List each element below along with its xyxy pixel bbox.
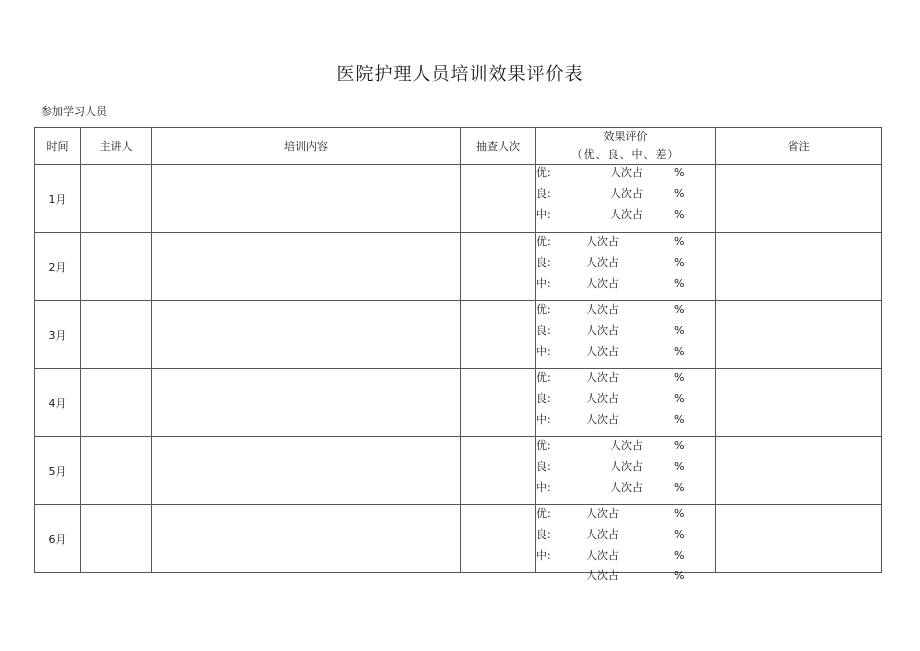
grade-label: 中: xyxy=(536,481,551,494)
grade-label: 中: xyxy=(536,549,551,562)
content-cell xyxy=(152,505,461,573)
grade-line-medium xyxy=(536,207,714,223)
table-row xyxy=(35,233,882,301)
ratio-label: 人次占 xyxy=(586,528,619,541)
ratio-label: 人次占 xyxy=(610,208,643,221)
ratio-label: 人次占 xyxy=(586,549,619,562)
grade-label: 优: xyxy=(536,303,551,316)
evaluation-cell xyxy=(536,301,716,369)
ratio-label: 人次占 xyxy=(586,345,619,358)
evaluation-cell xyxy=(536,505,716,582)
grade-line-medium xyxy=(536,276,714,292)
percent-sign: % xyxy=(674,345,685,358)
ratio-label: 人次占 xyxy=(586,277,619,290)
percent-sign: % xyxy=(674,371,685,384)
ratio-label: 人次占 xyxy=(586,235,619,248)
grade-line-good xyxy=(536,255,714,271)
lecturer-cell xyxy=(81,369,152,437)
evaluation-cell xyxy=(536,233,716,301)
grade-label: 良: xyxy=(536,528,551,541)
percent-sign: % xyxy=(674,481,685,494)
grade-line-good xyxy=(536,459,714,475)
table-row xyxy=(35,505,882,573)
header-evaluation xyxy=(536,128,716,165)
table-row xyxy=(35,437,882,505)
content-cell xyxy=(152,437,461,505)
ratio-label: 人次占 xyxy=(586,303,619,316)
evaluation-cell xyxy=(536,437,716,505)
percent-sign: % xyxy=(674,277,685,290)
participants-label: 参加学习人员 xyxy=(41,105,107,118)
table-row xyxy=(35,301,882,369)
ratio-label: 人次占 xyxy=(586,413,619,426)
content-cell xyxy=(152,165,461,233)
lecturer-cell xyxy=(81,301,152,369)
content-cell xyxy=(152,233,461,301)
remarks-cell xyxy=(716,233,882,301)
spot-check-cell xyxy=(461,233,536,301)
remarks-cell xyxy=(716,369,882,437)
grade-label: 中: xyxy=(536,345,551,358)
percent-sign: % xyxy=(674,208,685,221)
spot-check-cell xyxy=(461,505,536,573)
evaluation-table xyxy=(34,127,882,582)
percent-sign: % xyxy=(674,187,685,200)
header-row xyxy=(35,128,882,165)
ratio-label: 人次占 xyxy=(610,439,643,452)
table-row xyxy=(35,165,882,233)
month-cell: 5月 xyxy=(35,437,81,505)
grade-label: 优: xyxy=(536,439,551,452)
ratio-label: 人次占 xyxy=(610,460,643,473)
header-evaluation-grades: （优、良、中、差） xyxy=(571,148,680,161)
evaluation-cell xyxy=(536,369,716,437)
header-remarks: 省注 xyxy=(716,128,882,165)
header-spot-check: 抽查人次 xyxy=(461,128,536,165)
grade-line-good xyxy=(536,527,714,543)
percent-sign: % xyxy=(674,166,685,179)
ratio-label: 人次占 xyxy=(610,481,643,494)
month-cell: 4月 xyxy=(35,369,81,437)
ratio-label: 人次占 xyxy=(586,371,619,384)
percent-sign: % xyxy=(674,460,685,473)
grade-label: 良: xyxy=(536,392,551,405)
month-cell: 3月 xyxy=(35,301,81,369)
percent-sign: % xyxy=(674,549,685,562)
month-cell: 6月 xyxy=(35,505,81,573)
grade-line-good xyxy=(536,323,714,339)
remarks-cell xyxy=(716,505,882,573)
content-cell xyxy=(152,369,461,437)
grade-line-excellent xyxy=(536,302,714,318)
lecturer-cell xyxy=(81,165,152,233)
percent-sign: % xyxy=(674,256,685,269)
evaluation-cell xyxy=(536,165,716,233)
grade-line-medium xyxy=(536,412,714,428)
percent-sign: % xyxy=(674,324,685,337)
grade-label: 良: xyxy=(536,460,551,473)
ratio-label: 人次占 xyxy=(586,392,619,405)
percent-sign: % xyxy=(674,413,685,426)
ratio-label: 人次占 xyxy=(586,256,619,269)
grade-label: 优: xyxy=(536,371,551,384)
grade-line-excellent xyxy=(536,370,714,386)
percent-sign: % xyxy=(674,569,685,582)
grade-line-excellent xyxy=(536,234,714,250)
month-cell: 2月 xyxy=(35,233,81,301)
spot-check-cell xyxy=(461,165,536,233)
ratio-label: 人次占 xyxy=(586,569,619,582)
page-title: 医院护理人员培训效果评价表 xyxy=(336,64,584,85)
grade-line-excellent xyxy=(536,165,714,181)
ratio-label: 人次占 xyxy=(610,166,643,179)
percent-sign: % xyxy=(674,235,685,248)
grade-label: 优: xyxy=(536,507,551,520)
grade-label: 中: xyxy=(536,413,551,426)
percent-sign: % xyxy=(674,507,685,520)
grade-label: 中: xyxy=(536,208,551,221)
grade-line-good xyxy=(536,186,714,202)
header-lecturer: 主讲人 xyxy=(81,128,152,165)
remarks-cell xyxy=(716,165,882,233)
lecturer-cell xyxy=(81,233,152,301)
grade-line-medium xyxy=(536,344,714,360)
spot-check-cell xyxy=(461,369,536,437)
remarks-cell xyxy=(716,301,882,369)
grade-label: 良: xyxy=(536,256,551,269)
ratio-label: 人次占 xyxy=(610,187,643,200)
percent-sign: % xyxy=(674,303,685,316)
lecturer-cell xyxy=(81,505,152,573)
grade-label: 优: xyxy=(536,235,551,248)
grade-label: 优: xyxy=(536,166,551,179)
lecturer-cell xyxy=(81,437,152,505)
content-cell xyxy=(152,301,461,369)
spot-check-cell xyxy=(461,301,536,369)
grade-line-excellent xyxy=(536,438,714,454)
grade-label: 良: xyxy=(536,324,551,337)
header-content: 培训内容 xyxy=(152,128,461,165)
ratio-label: 人次占 xyxy=(586,324,619,337)
grade-label: 良: xyxy=(536,187,551,200)
grade-label: 中: xyxy=(536,277,551,290)
table-row xyxy=(35,369,882,437)
ratio-label: 人次占 xyxy=(586,507,619,520)
grade-line-excellent xyxy=(536,506,714,522)
grade-line-cut-off xyxy=(536,568,714,582)
percent-sign: % xyxy=(674,439,685,452)
grade-line-good xyxy=(536,391,714,407)
grade-line-medium xyxy=(536,548,714,564)
percent-sign: % xyxy=(674,392,685,405)
grade-line-medium xyxy=(536,480,714,496)
remarks-cell xyxy=(716,437,882,505)
percent-sign: % xyxy=(674,528,685,541)
spot-check-cell xyxy=(461,437,536,505)
month-cell: 1月 xyxy=(35,165,81,233)
header-evaluation-title: 效果评价 xyxy=(603,130,648,143)
header-time: 时间 xyxy=(35,128,81,165)
